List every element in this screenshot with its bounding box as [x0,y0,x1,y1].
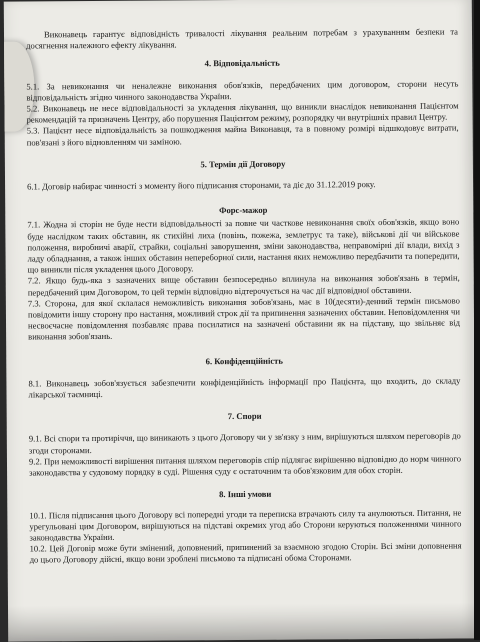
paragraph-9-1: 9.1. Всі спори та протиріччя, що виникають з цього Договору чи у зв'язку з ним, вирішуються шляхом переговорів до згоди сторонами. [28,430,461,456]
paragraph-8-1: 8.1. Виконавець зобов'язується забезпечити конфіденційність інформації про Пацієнта, що входить, до складу лікарської таємниці. [28,375,461,400]
paragraph-7-1: 7.1. Жодна зі сторін не буде нести відповідальності за повне чи часткове невиконання своїх обов'язків, якщо воно буде наслідком таких обставин, як стихійні лиха (повінь, пожежа, землетрус та таке), військові дії чи військове положення, виробничі аварії, страйки, соціальні заворушення, зміни законодавства, неправомірні дії влади, вихід з ладу обладнання, а також інших обставин непереборної сили, настання яких неможливо передбачити та попередити, що виникли після укладення цього Договору. [27,216,460,275]
paragraph-6-1: 6.1. Договір набирає чинності з моменту його підписання сторонами, та діє до 31.12.2019 року. [27,179,376,192]
paragraph-5-3: 5.3. Пацієнт несе відповідальність за пошкодження майна Виконавця, та в повному розмірі відшкодовує витрати, пов'язані з його відновленням чи заміною. [26,122,459,148]
paragraph-5-1: 5.1. За невиконання чи неналежне виконання обов'язків, передбачених цим договором, сторони несуть відповідальність згідно чинного законодавства України. [26,78,459,103]
document-page [4,0,476,642]
paragraph-10-2: 10.2. Цей Договір може бути змінений, доповнений, припинений за взаємною згодою Сторін. Всі зміни доповнення до цього Договору дійсні, якщо вони зроблені письмово та підписані обома Сторонами. [29,540,462,565]
section-heading-other-terms: 8. Інші умови [219,489,272,500]
bottom-shadow [8,602,476,641]
section-heading-liability: 4. Відповідальність [204,58,280,69]
document-content [26,0,462,566]
section-heading-confidentiality: 6. Конфіденційність [205,355,283,366]
section-heading-term: 5. Термін дії Договору [200,158,286,170]
section-heading-force-majeure: Форс-мажор [219,205,268,216]
paragraph-7-3: 7.3. Сторона, для якої склалася неможливість виконання зобов'язань, має в 10(десяти)-денний термін письмово повідомити іншу сторону про настання, можливий строк дії та припинення зазначених обставин. Неповідомлення чи несвоєчасне повідомлення позбавляє права посилатися на зазначені обставини як на підставу, що звільняє від виконання зобов'язань. [27,295,461,342]
paragraph-10-1: 10.1. Після підписання цього Договору всі попередні угоди та переписка втрачають силу та анулюються. Питання, не урегульовані цим Договором, вирішуються на підставі окремих угод або Сторони керуються положеннями чинного законодавства України. [29,506,462,543]
background-edge [474,0,480,640]
paragraph-7-2: 7.2. Якщо будь-яка з зазначених вище обставин безпосередньо вплинула на виконання зобов'язань в термін, передбачений цим Договором, то цей термін відповідно відтерочується на час дії відповідної обставини. [27,272,460,298]
section-heading-disputes: 7. Спори [227,411,262,422]
paragraph-9-2: 9.2. При неможливості вирішення питання шляхом переговорів спір підлягає вирішенню відповідно до норм чинного законодавства у судовому порядку в суді. Рішення суду є остаточним та обов'язковим для обох сторін. [28,453,462,478]
intro-paragraph: Виконавець гарантує відповідність тривалості лікування реальним потребам з урахуванням безпеки та досягнення належного ефекту лікування. [26,26,459,51]
paragraph-5-2: 5.2. Виконавець не несе відповідальності за укладення лікування, що виникли внаслідок невиконання Пацієнтом рекомендацій та призначень Центру, або порушення Пацієнтом режиму, розпорядку чи внутрішніх правил Центру. [26,100,459,125]
